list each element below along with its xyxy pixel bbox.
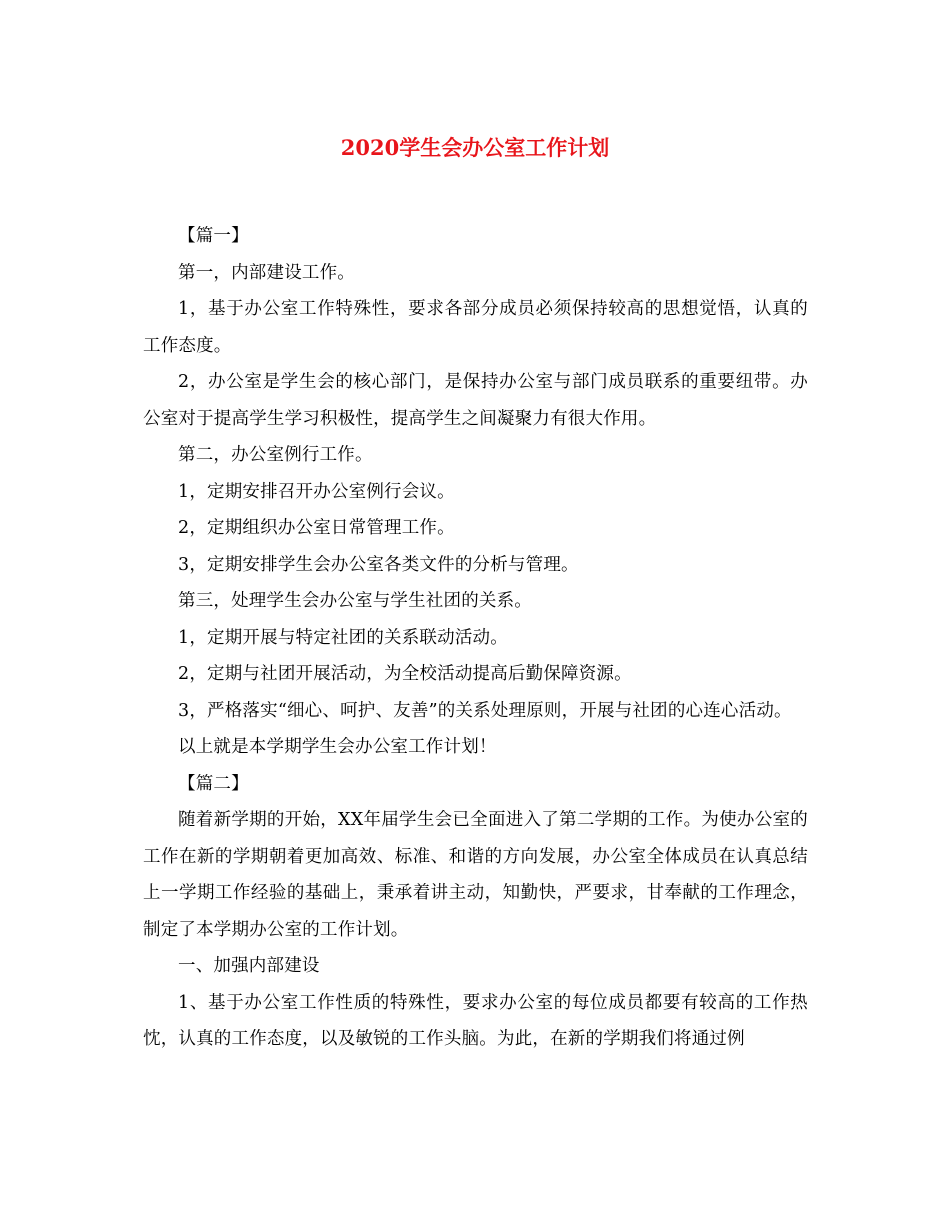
paragraph: 2，定期组织办公室日常管理工作。 xyxy=(178,518,455,538)
paragraph: 第二，办公室例行工作。 xyxy=(178,445,373,465)
paragraph: 1、基于办公室工作性质的特殊性，要求办公室的每位成员都要有较高的工作热忱，认真的工作态度，以及敏锐的工作头脑。为此，在新的学期我们将通过例 xyxy=(143,992,808,1049)
paragraph: 以上就是本学期学生会办公室工作计划！ xyxy=(178,737,497,757)
paragraph: 第一，内部建设工作。 xyxy=(178,262,355,283)
paragraph: 随着新学期的开始，XX年届学生会已全面进入了第二学期的工作。为使办公室的工作在新的学期朝着更加高效、标准、和谐的方向发展，办公室全体成员在认真总结上一学期工作经验的基础上，秉承着讲主动，知勤快，严要求，甘奉献的工作理念，制定了本学期办公室的工作计划。 xyxy=(143,810,808,940)
document-body xyxy=(143,218,808,1058)
paragraph: 3，定期安排学生会办公室各类文件的分析与管理。 xyxy=(178,554,579,575)
paragraph: 2，定期与社团开展活动，为全校活动提高后勤保障资源。 xyxy=(178,664,632,684)
section-heading-part-two: 【篇二】 xyxy=(178,773,249,794)
paragraph: 2，办公室是学生会的核心部门，是保持办公室与部门成员联系的重要纽带。办公室对于提高学生学习积极性，提高学生之间凝聚力有很大作用。 xyxy=(143,372,808,429)
paragraph: 一、加强内部建设 xyxy=(178,956,320,976)
paragraph: 1，基于办公室工作特殊性，要求各部分成员必须保持较高的思想觉悟，认真的工作态度。 xyxy=(143,299,808,356)
section-heading-part-one: 【篇一】 xyxy=(178,226,249,246)
paragraph: 1，定期开展与特定社团的关系联动活动。 xyxy=(178,627,508,648)
paragraph: 1，定期安排召开办公室例行会议。 xyxy=(178,481,455,502)
document-title: 2020学生会办公室工作计划 xyxy=(340,135,610,160)
paragraph: 第三，处理学生会办公室与学生社团的关系。 xyxy=(178,591,532,611)
paragraph: 3，严格落实“细心、呵护、友善”的关系处理原则，开展与社团的心连心活动。 xyxy=(178,700,792,721)
